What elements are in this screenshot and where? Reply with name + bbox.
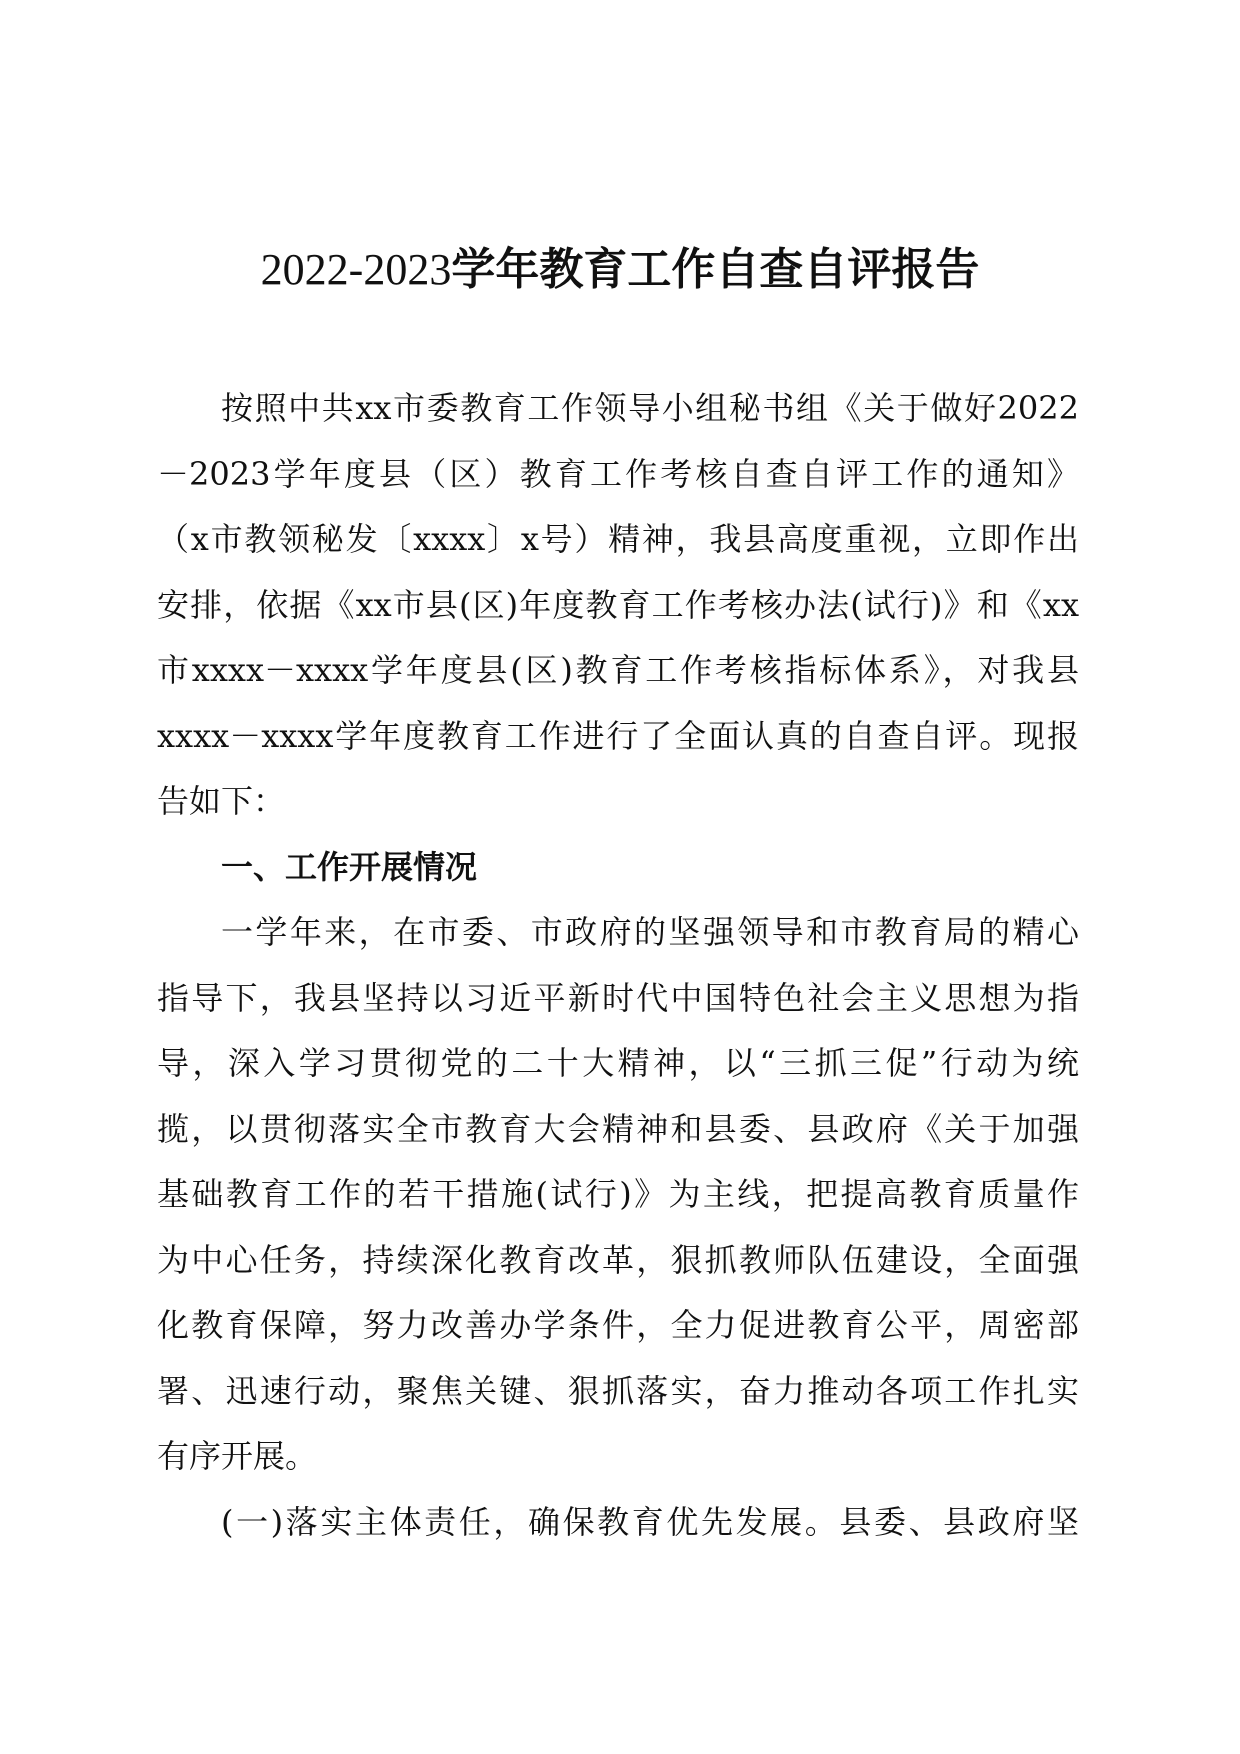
paragraph-line: 导，深入学习贯彻党的二十大精神，以“三抓三促”行动为统	[157, 1044, 1079, 1082]
paragraph-subsection-1	[157, 1490, 1079, 1556]
paragraph-line: 为中心任务，持续深化教育改革，狠抓教师队伍建设，全面强	[157, 1240, 1079, 1279]
section-heading-text: 一、工作开展情况	[221, 848, 478, 886]
paragraph-line: 揽，以贯彻落实全市教育大会精神和县委、县政府《关于加强	[157, 1109, 1079, 1148]
paragraph-line: 基础教育工作的若干措施(试行)》为主线，把提高教育质量作	[157, 1175, 1079, 1213]
paragraph-line: xxxx－xxxx学年度教育工作进行了全面认真的自查自评。现报	[157, 716, 1079, 755]
paragraph-line: (一)落实主体责任，确保教育优先发展。县委、县政府坚	[221, 1503, 1079, 1541]
paragraph-line: 化教育保障，努力改善办学条件，全力促进教育公平，周密部	[157, 1306, 1079, 1344]
paragraph-line: 有序开展。	[157, 1437, 318, 1475]
paragraph-line: （x市教领秘发〔xxxx〕x号）精神，我县高度重视，立即作出	[157, 520, 1079, 558]
paragraph-line: 一学年来，在市委、市政府的坚强领导和市教育局的精心	[221, 913, 1079, 951]
section-heading	[157, 835, 1079, 901]
document-title	[150, 240, 1090, 300]
paragraph-line: 指导下，我县坚持以习近平新时代中国特色社会主义思想为指	[157, 978, 1079, 1017]
title-year: 2022-2023	[260, 245, 452, 294]
paragraph-overview	[157, 900, 1079, 1490]
paragraph-line: 按照中共xx市委教育工作领导小组秘书组《关于做好2022	[221, 389, 1079, 427]
paragraph-line: 署、迅速行动，聚焦关键、狠抓落实，奋力推动各项工作扎实	[157, 1371, 1079, 1410]
paragraph-line: 告如下：	[157, 782, 286, 820]
paragraph-line: 安排，依据《xx市县(区)年度教育工作考核办法(试行)》和《xx	[157, 585, 1079, 624]
paragraph-line: －2023学年度县（区）教育工作考核自查自评工作的通知》	[157, 454, 1079, 493]
title-text: 学年教育工作自查自评报告	[451, 244, 980, 295]
paragraph-intro	[157, 376, 1079, 835]
paragraph-line: 市xxxx－xxxx学年度县(区)教育工作考核指标体系》，对我县	[157, 651, 1079, 689]
